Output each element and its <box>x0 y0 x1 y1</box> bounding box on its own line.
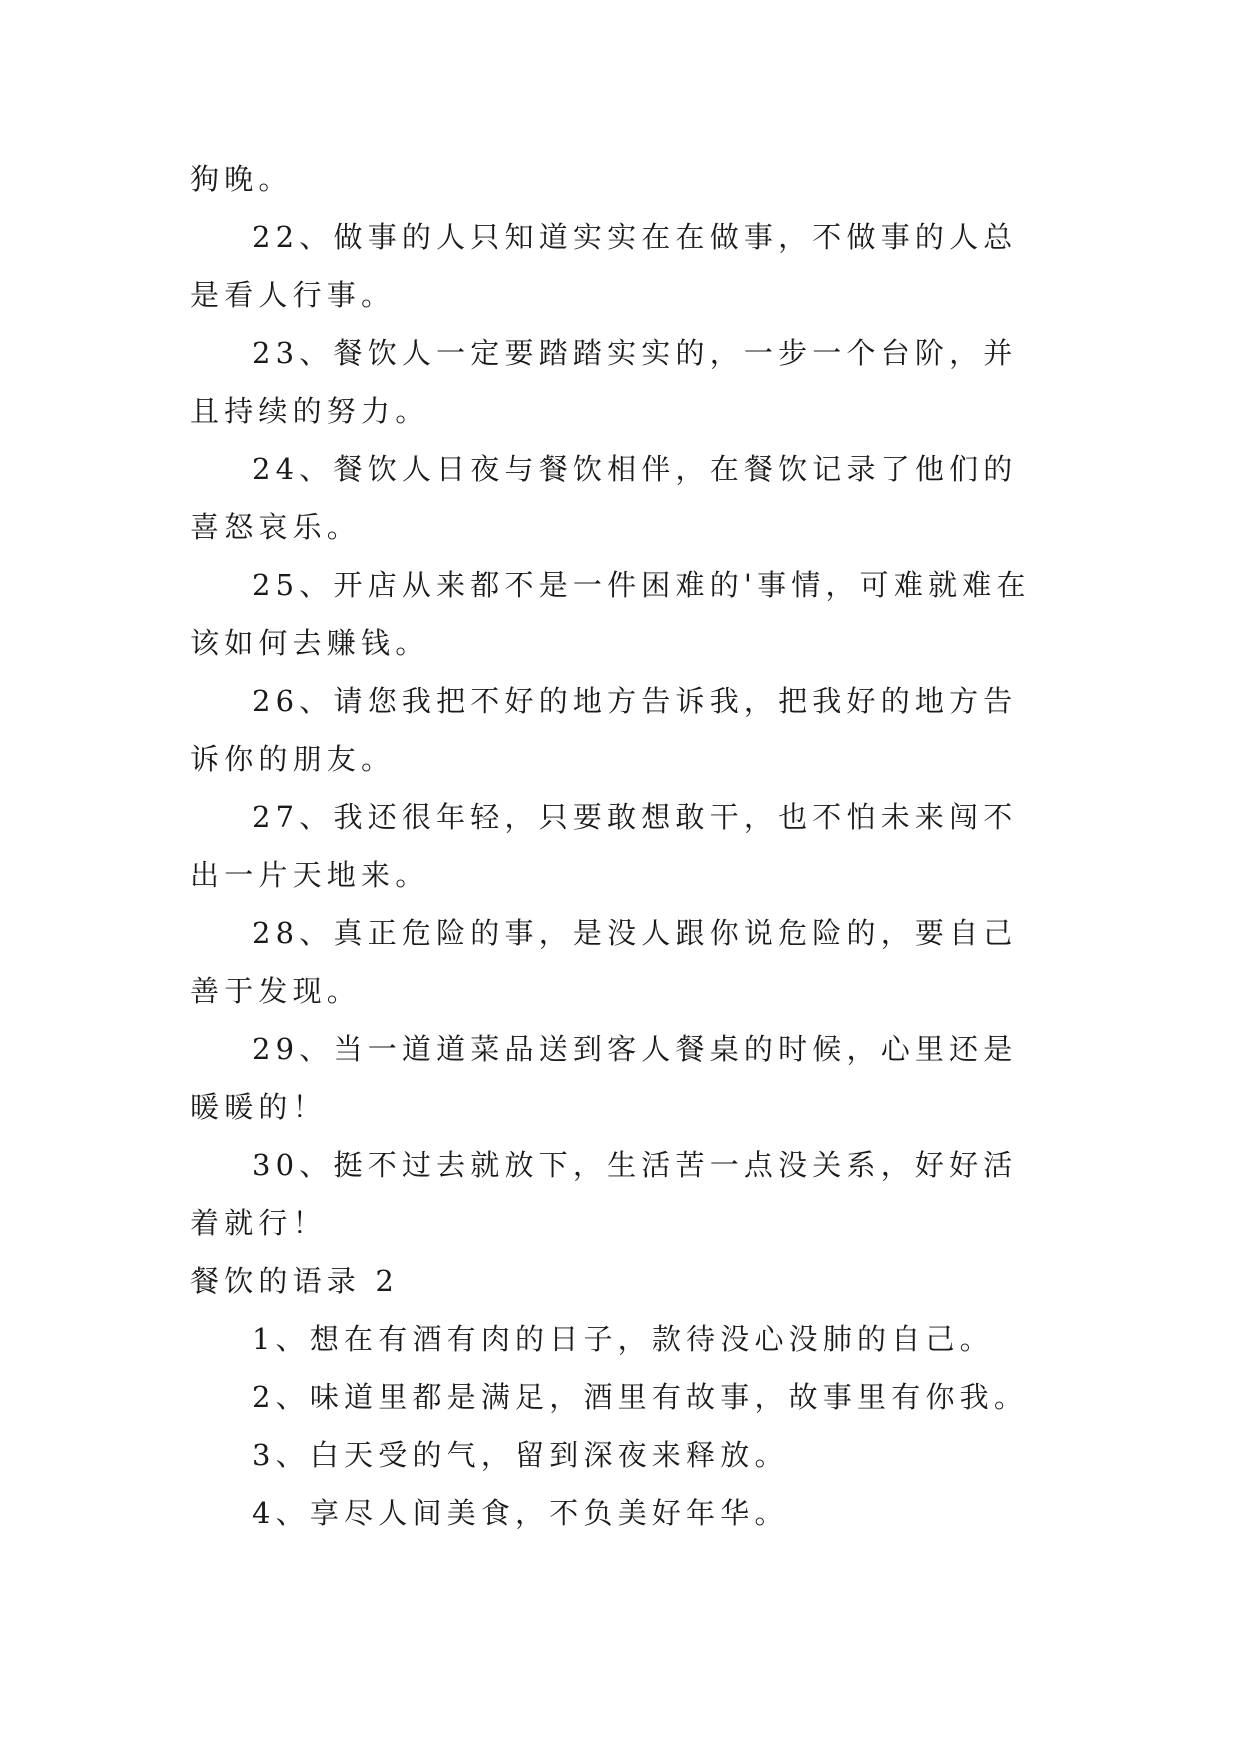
document-body <box>190 150 1050 1542</box>
list-item: 28、真正危险的事，是没人跟你说危险的，要自己善于发现。 <box>190 916 1018 1008</box>
continuation-text: 狗晚。 <box>190 162 293 196</box>
list-item: 30、挺不过去就放下，生活苦一点没关系，好好活着就行！ <box>190 1148 1018 1240</box>
list-item: 27、我还很年轻，只要敢想敢干，也不怕未来闯不出一片天地来。 <box>190 800 1018 892</box>
list-item: 24、餐饮人日夜与餐饮相伴，在餐饮记录了他们的喜怒哀乐。 <box>190 452 1018 544</box>
list-item: 4、享尽人间美食，不负美好年华。 <box>252 1496 789 1530</box>
list-item: 2、味道里都是满足，酒里有故事，故事里有你我。 <box>252 1380 1029 1414</box>
list-item: 26、请您我把不好的地方告诉我，把我好的地方告诉你的朋友。 <box>190 684 1018 776</box>
list-item: 29、当一道道菜品送到客人餐桌的时候，心里还是暖暖的！ <box>190 1032 1018 1124</box>
list-item: 25、开店从来都不是一件困难的'事情，可难就难在该如何去赚钱。 <box>190 568 1031 660</box>
list-item: 22、做事的人只知道实实在在做事，不做事的人总是看人行事。 <box>190 220 1018 312</box>
list-item: 1、想在有酒有肉的日子，款待没心没肺的自己。 <box>252 1322 994 1356</box>
section-title: 餐饮的语录 2 <box>190 1264 400 1298</box>
list-item: 23、餐饮人一定要踏踏实实的，一步一个台阶，并且持续的努力。 <box>190 336 1018 428</box>
list-item: 3、白天受的气，留到深夜来释放。 <box>252 1438 789 1472</box>
